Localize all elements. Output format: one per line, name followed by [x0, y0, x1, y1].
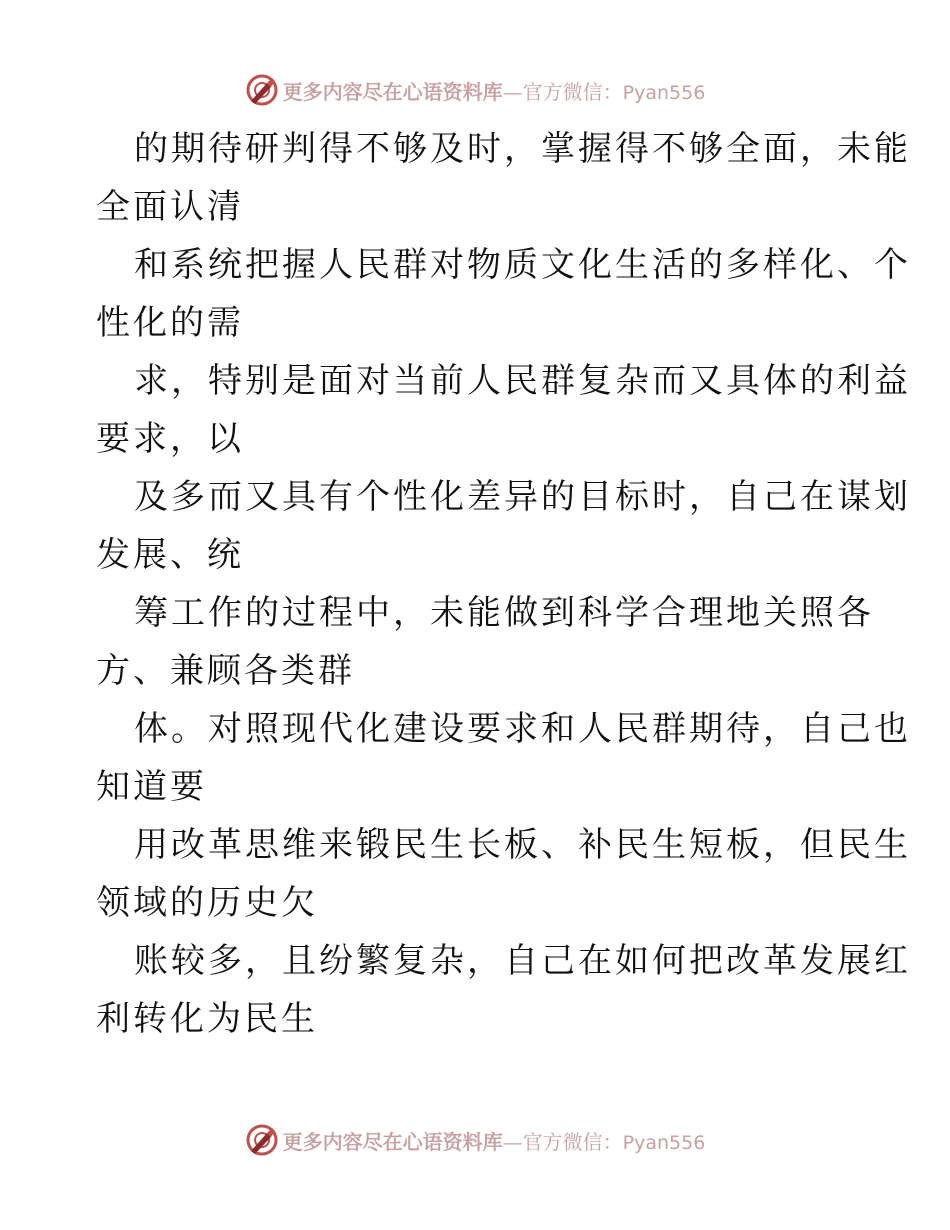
footer-watermark	[0, 1120, 950, 1160]
watermark-text	[283, 76, 706, 105]
watermark-tail: 官方微信：	[522, 79, 623, 104]
paragraph	[96, 932, 911, 1048]
paragraph-line: 求，特别是面对当前人民群复杂而又具体的利益	[134, 361, 911, 401]
paragraph-line: 知道要	[96, 767, 207, 807]
watermark-text	[283, 1126, 706, 1155]
paragraph	[96, 352, 911, 468]
paragraph	[96, 236, 911, 352]
watermark-dash: —	[502, 79, 523, 104]
watermark-id: Pyan556	[622, 1131, 706, 1154]
paragraph-line: 发展、统	[96, 535, 244, 575]
paragraph	[96, 816, 911, 932]
paragraph	[96, 120, 911, 236]
watermark-main: 更多内容尽在心语资料库	[282, 1129, 503, 1154]
paragraph-line: 要求，以	[96, 419, 244, 459]
paragraph-line: 及多而又具有个性化差异的目标时，自己在谋划	[134, 477, 911, 517]
pen-logo-icon	[245, 1123, 279, 1157]
paragraph-line: 用改革思维来锻民生长板、补民生短板，但民生	[134, 825, 911, 865]
paragraph-line: 全面认清	[96, 187, 244, 227]
paragraph-line: 方、兼顾各类群	[96, 651, 355, 691]
paragraph	[96, 584, 874, 700]
paragraph-line: 筹工作的过程中，未能做到科学合理地关照各	[134, 593, 874, 633]
paragraph-line: 账较多，且纷繁复杂，自己在如何把改革发展红	[134, 941, 911, 981]
paragraph-line: 和系统把握人民群对物质文化生活的多样化、个	[134, 245, 911, 285]
paragraph-line: 体。对照现代化建设要求和人民群期待，自己也	[134, 709, 911, 749]
watermark-dash: —	[502, 1129, 523, 1154]
header-watermark	[0, 70, 950, 110]
paragraph-line: 利转化为民生	[96, 999, 318, 1039]
paragraph-line: 领域的历史欠	[96, 883, 318, 923]
paragraph	[96, 468, 911, 584]
paragraph-line: 的期待研判得不够及时，掌握得不够全面，未能	[134, 129, 911, 169]
watermark-id: Pyan556	[622, 81, 706, 104]
watermark-tail: 官方微信：	[522, 1129, 623, 1154]
paragraph	[96, 700, 911, 816]
pen-logo-icon	[245, 73, 279, 107]
paragraph-line: 性化的需	[96, 303, 244, 343]
document-body	[96, 120, 911, 1048]
watermark-main: 更多内容尽在心语资料库	[282, 79, 503, 104]
